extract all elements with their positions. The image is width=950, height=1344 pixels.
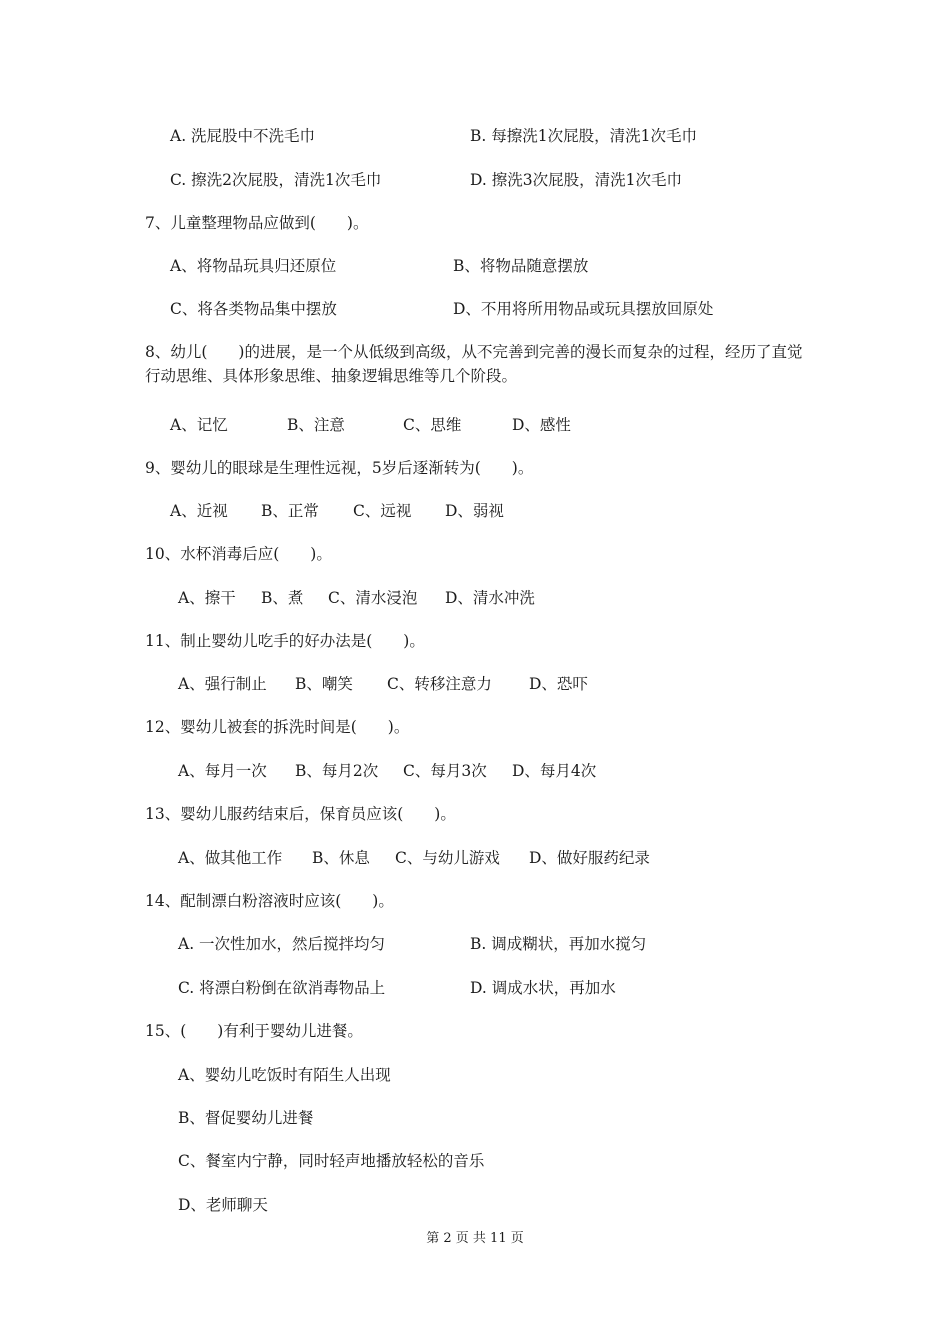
q8-stem: 8、幼儿( )的进展，是一个从低级到高级，从不完善到完善的漫长而复杂的过程，经历了直觉行动思维、具体形象思维、抽象逻辑思维等几个阶段。	[145, 343, 803, 385]
q9-stem: 9、婴幼儿的眼球是生理性远视，5岁后逐渐转为( )。	[145, 459, 534, 477]
q9-option-a: A、近视	[170, 502, 228, 520]
q8-option-b: B、注意	[287, 416, 345, 434]
q11-option-d: D、恐吓	[529, 675, 588, 693]
q12-stem: 12、婴幼儿被套的拆洗时间是( )。	[145, 718, 410, 736]
q11-option-c: C、转移注意力	[387, 675, 492, 693]
q9-option-d: D、弱视	[445, 502, 504, 520]
q6-option-a: A. 洗屁股中不洗毛巾	[170, 127, 316, 145]
q6-option-b: B. 每擦洗1次屁股，清洗1次毛巾	[470, 127, 697, 145]
q15-option-c: C、餐室内宁静，同时轻声地播放轻松的音乐	[178, 1152, 485, 1170]
q10-option-c: C、清水浸泡	[328, 589, 418, 607]
q9-option-b: B、正常	[261, 502, 319, 520]
q8-option-c: C、思维	[403, 416, 462, 434]
q7-option-a: A、将物品玩具归还原位	[170, 257, 337, 275]
q13-option-a: A、做其他工作	[178, 849, 283, 867]
page-number: 第 2 页 共 11 页	[426, 1231, 524, 1246]
q13-option-c: C、与幼儿游戏	[395, 849, 500, 867]
q8-option-a: A、记忆	[170, 416, 228, 434]
q7-option-c: C、将各类物品集中摆放	[170, 300, 337, 318]
q14-option-a: A. 一次性加水，然后搅拌均匀	[178, 935, 386, 953]
q12-option-d: D、每月4次	[512, 762, 597, 780]
q10-stem: 10、水杯消毒后应( )。	[145, 545, 332, 563]
q10-option-b: B、煮	[261, 589, 304, 607]
q6-option-d: D. 擦洗3次屁股，清洗1次毛巾	[470, 171, 682, 189]
q15-option-a: A、婴幼儿吃饭时有陌生人出现	[178, 1066, 391, 1084]
q14-option-d: D. 调成水状，再加水	[470, 979, 616, 997]
q14-option-b: B. 调成糊状，再加水搅匀	[470, 935, 647, 953]
q8-option-d: D、感性	[512, 416, 571, 434]
q15-stem: 15、( )有利于婴幼儿进餐。	[145, 1022, 363, 1040]
q12-option-b: B、每月2次	[295, 762, 379, 780]
q10-option-d: D、清水冲洗	[445, 589, 535, 607]
q7-stem: 7、儿童整理物品应做到( )。	[145, 214, 369, 232]
q7-option-d: D、不用将所用物品或玩具摆放回原处	[453, 300, 714, 318]
q6-option-c: C. 擦洗2次屁股，清洗1次毛巾	[170, 171, 382, 189]
q13-stem: 13、婴幼儿服药结束后，保育员应该( )。	[145, 805, 456, 823]
q9-option-c: C、远视	[353, 502, 412, 520]
q13-option-b: B、休息	[312, 849, 370, 867]
q11-option-a: A、强行制止	[178, 675, 267, 693]
q15-option-b: B、督促婴幼儿进餐	[178, 1109, 314, 1127]
q7-option-b: B、将物品随意摆放	[453, 257, 589, 275]
q15-option-d: D、老师聊天	[178, 1196, 268, 1214]
q13-option-d: D、做好服药纪录	[529, 849, 650, 867]
q14-option-c: C. 将漂白粉倒在欲消毒物品上	[178, 979, 386, 997]
q12-option-a: A、每月一次	[178, 762, 267, 780]
q10-option-a: A、擦干	[178, 589, 236, 607]
q11-stem: 11、制止婴幼儿吃手的好办法是( )。	[145, 632, 425, 650]
q11-option-b: B、嘲笑	[295, 675, 353, 693]
q14-stem: 14、配制漂白粉溶液时应该( )。	[145, 892, 394, 910]
q12-option-c: C、每月3次	[403, 762, 487, 780]
